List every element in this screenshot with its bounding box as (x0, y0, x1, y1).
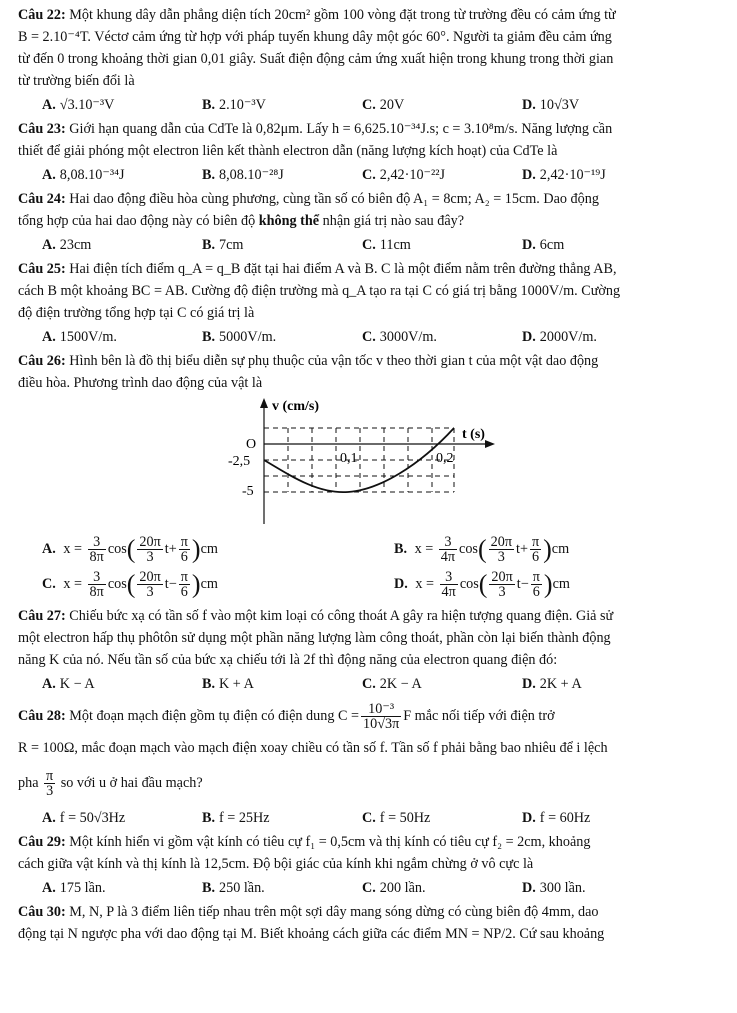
question-label: Câu 27: (18, 608, 66, 624)
option-a[interactable]: A. 175 lần. (42, 880, 106, 896)
answer-options (18, 673, 724, 695)
question-text: R = 100Ω, mắc đoạn mạch vào mạch điện xoay chiều có tần số f. Tần số f phải bằng bao nhiêu để i lệch (18, 740, 608, 756)
question-27 (18, 605, 724, 695)
option-b[interactable]: B. 8,08.10⁻²⁸J (202, 167, 284, 183)
question-text: pha (18, 775, 39, 791)
question-30 (18, 901, 724, 945)
option-a[interactable]: A. √3.10⁻³V (42, 97, 115, 113)
question-25 (18, 258, 724, 348)
option-d[interactable]: D. 300 lần. (522, 880, 586, 896)
question-text: độ điện trường tổng hợp tại C có giá trị là (18, 305, 255, 321)
answer-options (18, 877, 724, 899)
question-text: động tại N ngược pha với dao động tại M. Biết khoảng cách giữa các điểm MN = NP/2. Cứ sau khoảng (18, 926, 605, 942)
tick-0-1: 0,1 (340, 451, 358, 466)
answer-options (18, 94, 724, 116)
answer-options (18, 535, 724, 564)
question-label: Câu 29: (18, 834, 66, 850)
option-a[interactable]: A. K − A (42, 676, 95, 692)
question-label: Câu 30: (18, 904, 66, 920)
option-b[interactable]: B. 2.10⁻³V (202, 97, 266, 113)
option-b[interactable]: B. x = $\frac{3}{4\pi}$ cos( $\frac{20\pi}{3}$ t+ $\frac{\pi}{6}$ )cm (394, 534, 570, 565)
t-axis-label: t (s) (462, 427, 485, 442)
question-text: Một kính hiển vi gồm vật kính có tiêu cự f₁ = 0,5cm và thị kính có tiêu cự f₂ = 2cm, khoảng (69, 834, 591, 850)
question-label: Câu 26: (18, 353, 66, 369)
capacitance-fraction: $\frac{\text{10⁻³}}{10√3\pi}$ (363, 701, 400, 733)
question-text: M, N, P là 3 điểm liên tiếp nhau trên một sợi dây mang sóng dừng có cùng biên độ 4mm, dao (69, 904, 599, 920)
question-text: từ trường biến đổi là (18, 73, 135, 89)
question-text: Hình bên là đồ thị biểu diễn sự phụ thuộc của vận tốc v theo thời gian t của một vật dao động (69, 353, 599, 369)
option-a[interactable]: A. f = 50√3Hz (42, 810, 126, 826)
t-axis-arrow (485, 440, 495, 448)
question-text: Giới hạn quang dẫn của CdTe là 0,82μm. Lấy h = 6,625.10⁻³⁴J.s; c = 3.10⁸m/s. Năng lượng cần (69, 121, 613, 137)
option-c[interactable]: C. 2,42·10⁻²²J (362, 167, 446, 183)
option-d[interactable]: D. 2,42·10⁻¹⁹J (522, 167, 606, 183)
question-text: B = 2.10⁻⁴T. Véctơ cảm ứng từ hợp với pháp tuyến khung dây một góc 60°. Người ta giảm đều cảm ứng (18, 29, 612, 45)
question-text: điều hòa. Phương trình dao động của vật là (18, 375, 263, 391)
question-text: Một khung dây dẫn phẳng diện tích 20cm² gồm 100 vòng đặt trong từ trường đều có cảm ứng từ (69, 7, 616, 23)
option-b[interactable]: B. K + A (202, 676, 254, 692)
option-b[interactable]: B. 250 lần. (202, 880, 265, 896)
option-a[interactable]: A. 1500V/m. (42, 329, 117, 345)
question-text: so với u ở hai đầu mạch? (60, 775, 203, 791)
option-c[interactable]: C. 20V (362, 97, 405, 113)
option-a[interactable]: A. 23cm (42, 237, 92, 253)
question-text: F mắc nối tiếp với điện trở (403, 708, 555, 724)
question-text: cách giữa vật kính và thị kính là 12,5cm. Độ bội giác của kính khi ngắm chừng ở vô cực là (18, 856, 534, 872)
tick-minus-5: -5 (242, 484, 254, 499)
origin-label: O (246, 437, 257, 452)
question-label: Câu 24: (18, 191, 66, 207)
answer-options (18, 234, 724, 256)
question-26 (18, 350, 724, 599)
question-text: Hai điện tích điểm q_A = q_B đặt tại hai điểm A và B. C là một điểm nằm trên đường thẳng AB, (69, 261, 617, 277)
question-22 (18, 4, 724, 116)
option-a[interactable]: A. x = $\frac{3}{8\pi}$ cos( $\frac{20\pi}{3}$ t+ $\frac{\pi}{6}$ )cm (42, 534, 218, 565)
question-text: Một đoạn mạch điện gồm tụ điện có điện dung C = (69, 708, 359, 724)
v-axis-label: v (cm/s) (272, 399, 320, 414)
option-c[interactable]: C. 3000V/m. (362, 329, 437, 345)
option-d[interactable]: D. 10√3V (522, 97, 580, 113)
question-28 (18, 699, 724, 829)
exam-page (18, 4, 724, 945)
option-b[interactable]: B. 5000V/m. (202, 329, 277, 345)
v-axis-arrow (260, 398, 268, 408)
option-c[interactable]: C. 11cm (362, 237, 411, 253)
tick-0-2: 0,2 (436, 451, 454, 466)
answer-options (18, 570, 724, 599)
question-label: Câu 23: (18, 121, 66, 137)
question-text: năng K của nó. Nếu tần số của bức xạ chiếu tới là 2f thì động năng của electron quang điện đó: (18, 652, 558, 668)
question-text: nhận giá trị nào sau đây? (319, 213, 465, 229)
question-text: từ đến 0 trong khoảng thời gian 0,01 giây. Suất điện động cảm ứng xuất hiện trong khung trong thời gian (18, 51, 614, 67)
option-d[interactable]: D. x = $\frac{3}{4\pi}$ cos( $\frac{20\pi}{3}$ t− $\frac{\pi}{6}$ )cm (394, 569, 570, 600)
option-d[interactable]: D. f = 60Hz (522, 810, 591, 826)
question-text: thiết để giải phóng một electron liên kết thành electron dẫn (năng lượng kích hoạt) của CdTe là (18, 143, 558, 159)
phase-fraction: $\frac{\pi}{3}$ (46, 768, 54, 800)
question-label: Câu 28: (18, 708, 66, 724)
tick-minus-2-5: -2,5 (228, 454, 251, 469)
question-text: cách B một khoảng BC = AB. Cường độ điện trường mà q_A tạo ra tại C có giá trị bằng 1000V/m. Cường (18, 283, 621, 299)
velocity-time-graph (214, 396, 514, 531)
option-d[interactable]: D. 2K + A (522, 676, 582, 692)
answer-options (18, 807, 724, 829)
question-29 (18, 831, 724, 899)
grid (264, 428, 454, 492)
option-d[interactable]: D. 6cm (522, 237, 565, 253)
question-text: Chiếu bức xạ có tần số f vào một kim loại có công thoát A gây ra hiện tượng quang điện. Giả sử (69, 608, 614, 624)
emphasis-text: không thể (258, 213, 320, 229)
question-23 (18, 118, 724, 186)
option-c[interactable]: C. f = 50Hz (362, 810, 431, 826)
option-b[interactable]: B. 7cm (202, 237, 244, 253)
answer-options (18, 326, 724, 348)
option-c[interactable]: C. 200 lần. (362, 880, 426, 896)
option-d[interactable]: D. 2000V/m. (522, 329, 597, 345)
question-label: Câu 22: (18, 7, 66, 23)
option-b[interactable]: B. f = 25Hz (202, 810, 270, 826)
question-label: Câu 25: (18, 261, 66, 277)
option-a[interactable]: A. 8,08.10⁻³⁴J (42, 167, 125, 183)
option-c[interactable]: C. x = $\frac{3}{8\pi}$ cos( $\frac{20\pi}{3}$ t− $\frac{\pi}{6}$ )cm (42, 569, 218, 600)
question-text: Hai dao động điều hòa cùng phương, cùng tần số có biên độ A₁ = 8cm; A₂ = 15cm. Dao động (69, 191, 599, 207)
question-text: tổng hợp của hai dao động này có biên độ (18, 213, 259, 229)
option-c[interactable]: C. 2K − A (362, 676, 422, 692)
answer-options (18, 164, 724, 186)
question-24 (18, 188, 724, 256)
question-text: một electron hấp thụ phôtôn sử dụng một phần năng lượng làm công thoát, phần còn lại biến thành động (18, 630, 611, 646)
